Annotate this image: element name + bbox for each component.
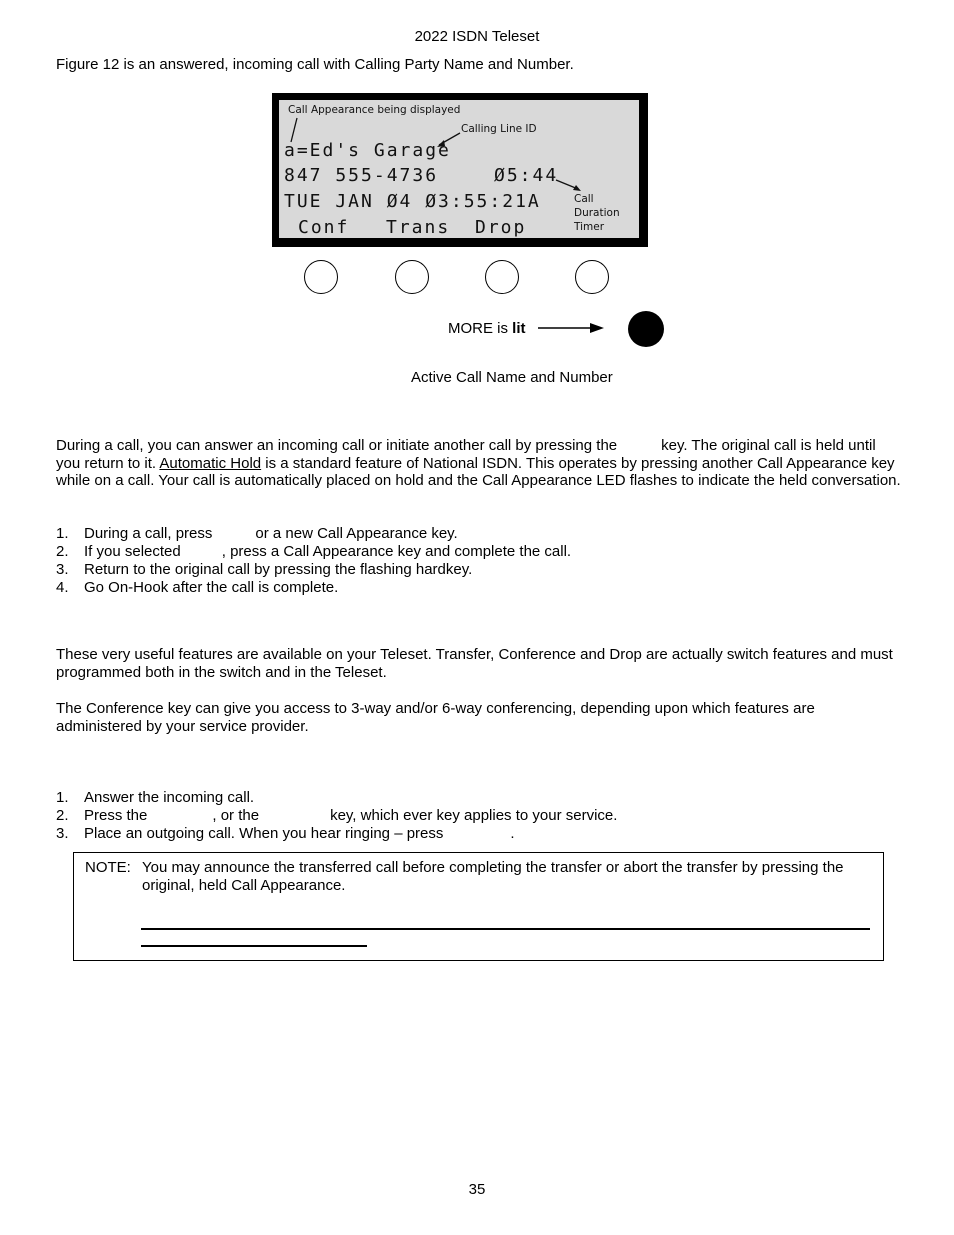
annotation-calling-line-id: Calling Line ID [461,123,537,135]
note-box [73,852,884,961]
arrow-right-icon [538,321,606,335]
display-line-caller-name: a=Ed's Garage [284,140,451,161]
more-is-lit-label: MORE is lit [448,320,526,337]
features-paragraph-2: The Conference key can give you access to 3-way and/or 6-way conferencing, depending upon which features are administered by your service provider. [56,700,815,735]
list-item: 3. Place an outgoing call. When you hear ringing – press . [56,825,515,842]
softkey-label-conf: Conf [298,217,350,238]
softkey-button-2[interactable] [395,260,429,294]
intro-paragraph: Figure 12 is an answered, incoming call with Calling Party Name and Number. [56,56,574,73]
hold-paragraph: During a call, you can answer an incoming call or initiate another call by pressing the key. The original call is held until you return to it. Automatic Hold is a standard feature of National ISDN. This operates by pressing another Call Appearance key while on a call. Your call is automatically placed on hold and the Call Appearance LED flashes to indicate the held conversation. [56,437,901,489]
list-item: 1. During a call, press or a new Call Appearance key. [56,525,458,542]
softkey-label-drop: Drop [475,217,527,238]
note-divider-long [141,928,870,930]
list-item: 4. Go On-Hook after the call is complete. [56,579,339,596]
note-divider-short [141,945,367,947]
page-number: 35 [468,1181,486,1198]
note-text: You may announce the transferred call before completing the transfer or abort the transfer by pressing the original, held Call Appearance. [142,859,844,894]
list-item: 3. Return to the original call by pressing the flashing hardkey. [56,561,473,578]
display-line-date-time: TUE JAN Ø4 Ø3:55:21A [284,191,541,212]
transfer-steps-list [56,789,617,843]
list-item: 2. Press the , or the key, which ever key applies to your service. [56,807,618,824]
list-item: 1. Answer the incoming call. [56,789,255,806]
page-header-title: 2022 ISDN Teleset [414,28,540,45]
list-item: 2. If you selected , press a Call Appearance key and complete the call. [56,543,572,560]
automatic-hold-link: Automatic Hold [159,454,262,472]
annotation-timer-arrow [553,177,583,193]
figure-caption: Active Call Name and Number [411,369,613,386]
annotation-call-appearance: Call Appearance being displayed [288,104,461,116]
more-key-led[interactable] [628,311,664,347]
annotation-call-duration-timer: Call Duration Timer [574,193,620,233]
note-label: NOTE: [85,859,131,876]
hold-steps-list [56,525,571,597]
display-line-caller-number: 847 555-4736 [284,165,439,186]
softkey-button-1[interactable] [304,260,338,294]
features-paragraph-1: These very useful features are available on your Teleset. Transfer, Conference and Drop are actually switch features and must programmed both in the switch and in the Teleset. [56,646,893,681]
softkey-label-trans: Trans [386,217,451,238]
display-call-timer: Ø5:44 [494,165,559,186]
softkey-button-4[interactable] [575,260,609,294]
lcd-display [279,100,639,238]
softkey-button-3[interactable] [485,260,519,294]
